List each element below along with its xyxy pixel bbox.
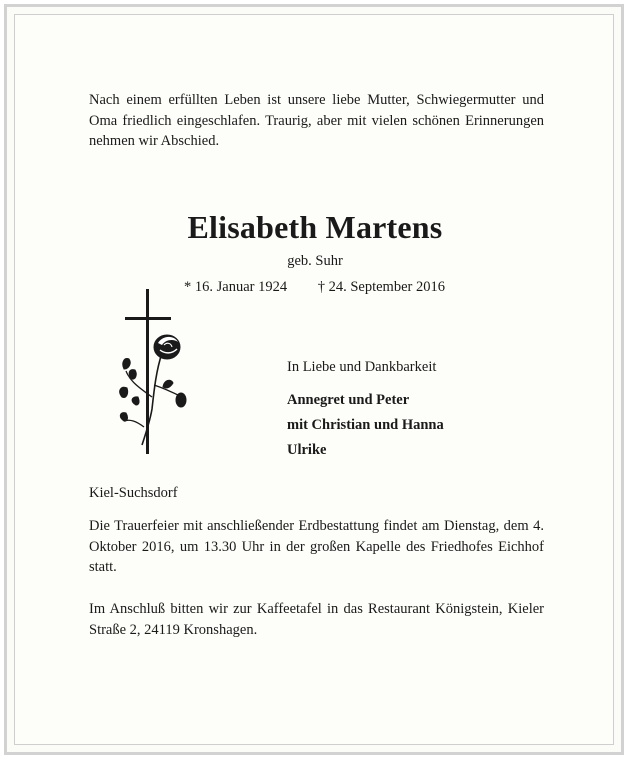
reception-info: Im Anschluß bitten wir zur Kaffeetafel in das Restaurant Königstein, Kieler Straße 2, 24119 Kronshagen.: [89, 601, 544, 638]
mourners-list: [287, 388, 444, 463]
death-date: † 24. September 2016: [317, 279, 445, 295]
birth-name: geb. Suhr: [287, 253, 343, 269]
mourner-line: mit Christian und Hanna: [287, 417, 444, 433]
deceased-name: Elisabeth Martens: [187, 209, 443, 245]
funeral-info: Die Trauerfeier mit anschließender Erdbestattung findet am Dienstag, dem 4. Oktober 2016, um 13.30 Uhr in der großen Kapelle des Friedhofes Eichhof statt.: [89, 518, 544, 575]
mourner-line: Ulrike: [287, 442, 327, 458]
intro-text: Nach einem erfüllten Leben ist unsere liebe Mutter, Schwiegermutter und Oma friedlich eingeschlafen. Traurig, aber mit vielen schönen Erinnerungen nehmen wir Abschied.: [89, 92, 544, 149]
life-dates: [184, 279, 445, 296]
mourners-intro: In Liebe und Dankbarkeit: [287, 359, 437, 375]
cross-and-rose-emblem: [108, 287, 198, 457]
place-name: Kiel-Suchsdorf: [89, 485, 178, 501]
rose-icon: [120, 335, 186, 445]
mourner-line: Annegret und Peter: [287, 392, 410, 408]
birth-date: * 16. Januar 1924: [184, 279, 288, 295]
